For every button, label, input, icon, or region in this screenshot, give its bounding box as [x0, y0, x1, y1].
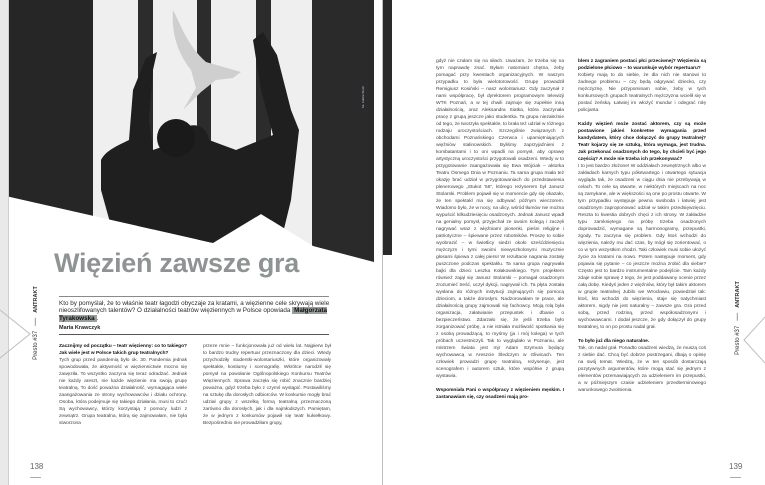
previous-page-chevron-icon[interactable] — [0, 308, 32, 360]
section-label — [735, 281, 741, 355]
divider — [737, 313, 738, 321]
issue-label: Presto #37 — [32, 330, 39, 360]
next-page-chevron-icon[interactable] — [743, 316, 765, 364]
interview-answer: gdyż nie czułam się na siłach. Uważam, że trzeba się na tym naprawdę znać. Byłam natomiast chętna, żeby pomagać przy kwestiach organizacyjnych. W naszym przypadku to była wielotorowość. Grupę prowadził Remigiusz Kosiński – nasz wolontariusz. Gdy zaczynał z nami współpracę, był dyrektorem programowym telewizji WTK Poznań, a w tej chwili zajmuje się zupełnie inną działalnością, oraz Aleksandra Siatka, która zaczynała pracę z grupą jeszcze jako studentka. Ta grupa niezależnie od tego, że tworzyła spektakle, to brała też udział w różnego rodzaju uroczystościach. Szczególnie związanych z obchodami Poznańskiego Czerwca i upamiętniających więźniów stalinowskich. Byliśmy zaprzyjaźnieni z kombatantami i to oni wpadli na pomysł, aby oprawę artystyczną uroczystości przygotowali osadzeni. Wtedy w to przygotowanie zaangażowała się Ewa Wójciak – aktorka Teatru Ósmego Dnia w Poznaniu. Ta sama grupa miała też okazję brać udział w przygotowaniach do przedstawienia plenerowego „Stukot '56”, którego reżyserem był Janusz Stolarski. Problem pojawił się w momencie gdy się okazało, że ten spektakl ma się odbywać późnym wieczorem. Wiadomo było, że w nocy, na ulicy, wśród tłumów nie można wypuścić kilkudziesięciu osadzonych. Jednak Janusz wpadł na genialny pomysł, przyjechał ze swoim kolegą i zaczęli nagrywać wraz z więźniami piosenki, pieśni religijne i patriotyczne – śpiewane przez robotników. Proszę to sobie wyobrazić – w świetlicy siedzi około sześćdziesięciu mężczyzn i tymi swoimi niewyszkolonymi muzycznie głosami śpiewa z całej piersi! W rezultacie nagrania zostały puszczone podczas spektaklu. Ta sama grupa nagrywała bajki dla dzieci Leszka Kołakowskiego. Tym projektem również zajął się Janusz Stolarski – pomagał osadzonym zrozumieć treść, uczył dykcji, nagrywał ich. Ta płyta została wysłana do różnych instytucji zajmujących się pomocą dzieciom, a także dorosłym. Nadzorowałam te prace, ale działalnością grupy zajmowali się fachowcy. Moją rolą była organizacja, załatwianie przepustek i dbanie o bezpieczeństwo. Zdarzało się, że jeśli trzeba było zorganizować próbę, a nie istniała możliwość spotkania się z osobą prowadzącą, to myśmy (ja i mój kolega) w tych próbach uczestniczyli. Tak to wyglądało w Poznaniu, ale mistrzem świata jest mjr Adam Szymura będący wychowawcą w Areszcie Śledczym w Gliwicach. Ten człowiek prowadzi grupę teatralną, reżyseruje, jest scenografem i autorem sztuk, które wspólnie z grupą wystawia. — [436, 59, 564, 379]
interview-answer: przeze mnie – funkcjonowała już od wielu lat. Najpierw był to bardzo trudny repertuar przeznaczony dla dzieci. Wtedy przychodziły studentki-wolontariuszki, które organizowały spektakle, kostiumy i scenografię. Wkrótce narodził się pomysł na powołanie Ogólnopolskiego Konkursu Teatrów Więziennych. Sprawa zaczęła się robić znacznie bardziej poważna, gdyż trzeba było z czymś wystąpić. Postawiliśmy na sztukę dla dorosłych odbiorców. W konkursie mogły brać udział grupy z wszelką formą teatralną przeznaczoną zarówno dla dorosłych, jak i dla najmłodszych. Pamiętam, że w jednym z konkursów pojawił się teatr kukiełkowy. Bezpośrednio nie prowadziłam grupy, — [203, 344, 331, 426]
interview-answer: Tych grup przed pandemią było ok. 30. Pandemia jednak spowodowała, że aktywność w więziennictwie mocno się zawęziła. To wszystko zaczyna się teraz odradzać. Jednak nie każdy areszt, nie każde więzienie ma swoją grupę teatralną. To dość poważna działalność, wymagająca wiele zaangażowania ze strony wychowawców i działu ochrony. Osoba, która podejmuje się takiego działania, musi to czuć! Są wychowawcy, którzy korzystają z pomocy ludzi z zewnątrz. Grupa teatralna, którą się zajmowałam, nie była stworzona — [59, 358, 187, 426]
page-number: 138 — [30, 462, 44, 471]
interview-answer: I to jest bardzo złożone! W oddziałach zewnętrznych albo w zakładach karnych typu półotwartego i otwartego sytuacja wygląda tak, że osadzeni w ciągu dnia nie przebywają w celach. To cele są otwarte, w niektórych miejscach na noc są zamykane, ale w większości są one po prostu otwarte. W tym przypadku występuje pewna swoboda i łatwiej jest osadzonym zaproponować udział w takim przedsięwzięciu. Reszta to kwestia dobrych chęci z ich strony. W zakładzie typu zamkniętego na próbę trzeba osadzonych doprowadzić, wymagane są harmonogramy, przepustki, zgody. Tu zaczyna się problem. Gdy ktoś wchodzi do więzienia, należy mu dać czas, by mógł się zorientować, o co w tym wszystkim chodzi. Taki człowiek musi sobie ułożyć życie za kratami na nowo. Potem następuje moment, gdy pojawia się pytanie – co jeszcze można zrobić dla siebie? Często jest to bardzo instrumentalne podejście. Tam każdy zdaje sobie sprawę z tego, że jest poddawany ocenie przez całą dobę. Kiedyś jeden z więźniów, który był takim aktorem w grupie teatralnej Jubilo we Wrocławiu, powiedział tak: ktoś, kto wchodzi do więzienia, staje się natychmiast aktorem, nigdy nie jest naturalny – zawsze gra. Gra przed sobą, przed rodziną, przed współosadzonymi i wychowawcami. I dodał jeszcze, że gdy dołączył do grupy teatralnej, to on po prostu nadal grał. — [578, 164, 706, 330]
right-column-1 — [436, 58, 564, 462]
prisoner-photo — [8, 0, 374, 262]
divider — [59, 334, 329, 335]
article-title: Więzień zawsze gra — [54, 248, 299, 278]
interview-question: Wspomniała Pani o współpracy z więzieniem męskim. I zastanawiam się, czy osadzeni mają pro- — [436, 388, 564, 400]
interviewee-name: Małgorzata Tyrakowska — [59, 307, 327, 322]
spine — [382, 0, 383, 485]
issue-label: Presto #37 — [734, 325, 741, 355]
divider — [730, 477, 741, 478]
section-name: ANTRAKT — [734, 281, 741, 308]
right-page — [383, 0, 765, 485]
article-lead — [59, 300, 334, 322]
divider — [59, 296, 329, 297]
author-name: Maria Krawczyk — [59, 325, 101, 331]
left-column-2 — [203, 343, 331, 443]
lead-text: Kto by pomyślał, że to właśnie teatr łagodzi obyczaje za kratami, a więzienne cele skrywają wiele nieoszlifowanych talentów? O działalności teatrów więziennych w Polsce opowiada — [59, 300, 330, 315]
interview-question: Zacznijmy od początku – teatr więzienny: co to takiego? Jak wiele jest w Polsce takich grup teatralnych? — [59, 344, 187, 356]
section-name: ANTRAKT — [32, 286, 39, 313]
photo-edge — [383, 0, 392, 255]
interview-question: Każdy więzień może zostać aktorem, czy są może postawione jakieś konkretne wymagania przed kandydatem, który chce dołączyć do grupy teatralnej? Teatr kojarzy się ze sztuką, która wymaga, jest trudna. Jak przekonać osadzonych do tego, by chcieli być jego częścią? A może nie trzeba ich przekonywać? — [578, 122, 706, 162]
divider — [35, 318, 36, 326]
interview-answer: Tak, on nadal grał. Ponadto osadzeni wiedzą, że muszą coś z siebie dać. Chcą być dobrze postrzegani, dbają o opinię na swój temat. Wiedzą, że w ten sposób dostarczają pozytywnych argumentów, które mogą stać się jednym z elementów przemawiających za udzieleniem im przepustki, a w późniejszym czasie udzieleniem przedterminowego warunkowego zwolnienia. — [578, 346, 706, 393]
interview-answer: Kobiety mają to do siebie, że dla nich nie stanowi to żadnego problemu – czy będą odgrywać dziecko, czy mężczyznę. Nie przypominam sobie, żeby w tych konkursowych grupach teatralnych mężczyzna wcielił się w postać żeńską. Łatwiej im włożyć mundur i odegrać rolę policjanta. — [578, 73, 706, 113]
interview-question: blem z zagraniem postaci płci przeciwnej? Więzienia są podzielone płciowo – to warunkuje wybór repertuaru? — [578, 59, 706, 71]
divider — [30, 477, 41, 478]
page-number: 139 — [729, 462, 743, 471]
lead-end: . — [96, 314, 99, 322]
interview-question: To było już dla niego naturalne. — [578, 339, 650, 344]
right-column-2 — [578, 58, 706, 462]
section-label — [33, 286, 39, 360]
left-page — [8, 0, 383, 485]
left-column-1 — [59, 343, 187, 443]
photo-credit: fot. Adobe Stock — [361, 86, 365, 108]
